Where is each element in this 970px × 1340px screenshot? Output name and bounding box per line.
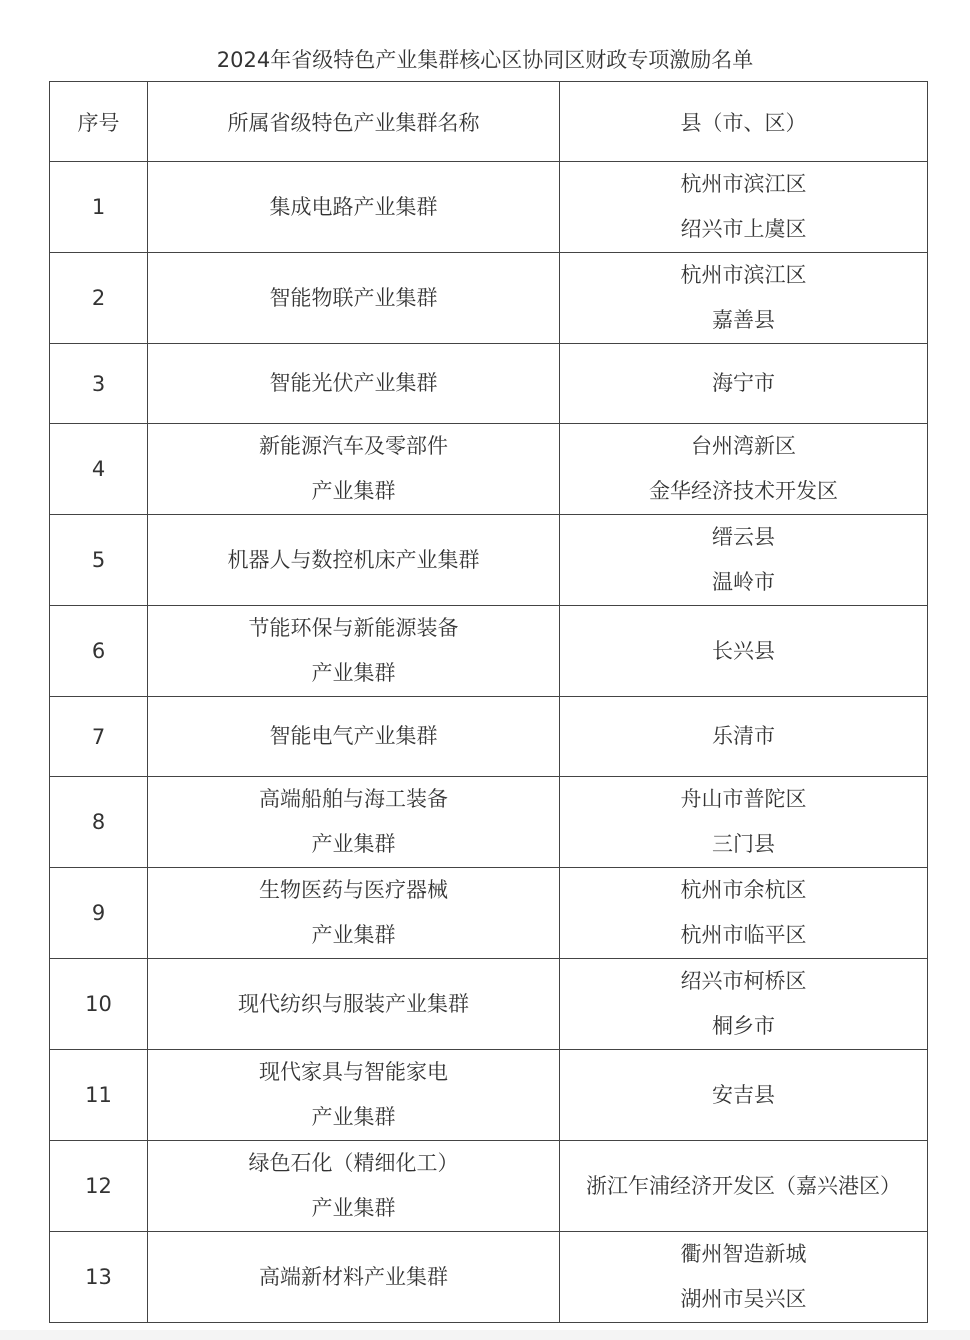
cluster-name-line: 生物医药与医疗器械 <box>259 878 448 902</box>
cluster-name-line: 高端新材料产业集群 <box>259 1264 448 1289</box>
cluster-name-cell <box>148 606 560 697</box>
serial-number-cell: 12 <box>50 1141 148 1232</box>
table-header-row <box>50 82 928 162</box>
county-cell <box>560 253 928 344</box>
cluster-name-line: 智能电气产业集群 <box>269 724 438 748</box>
county-name-line: 三门县 <box>712 832 775 856</box>
county-cell <box>560 959 928 1050</box>
serial-number-cell: 4 <box>50 424 148 515</box>
county-name-line: 桐乡市 <box>712 1014 775 1038</box>
cluster-name-cell <box>148 424 560 515</box>
serial-number-cell: 10 <box>50 959 148 1050</box>
cluster-name-cell <box>148 868 560 959</box>
county-name-line: 金华经济技术开发区 <box>649 479 838 503</box>
cluster-name-cell <box>148 515 560 606</box>
cluster-name-line: 产业集群 <box>311 479 396 503</box>
county-name-line: 安吉县 <box>712 1082 775 1107</box>
serial-number-cell: 7 <box>50 697 148 777</box>
cluster-name-line: 新能源汽车及零部件 <box>259 434 448 458</box>
county-name-line: 长兴县 <box>712 638 775 663</box>
table-row <box>50 1050 928 1141</box>
serial-number-cell: 3 <box>50 344 148 424</box>
table-row <box>50 162 928 253</box>
county-name-line: 舟山市普陀区 <box>680 787 807 811</box>
serial-number-cell: 6 <box>50 606 148 697</box>
county-name-line: 海宁市 <box>712 371 775 395</box>
county-cell <box>560 697 928 777</box>
county-name-line: 绍兴市柯桥区 <box>680 969 807 993</box>
county-name-line: 湖州市吴兴区 <box>680 1287 807 1311</box>
table-row <box>50 1141 928 1232</box>
county-cell <box>560 1141 928 1232</box>
cluster-name-line: 产业集群 <box>311 1105 396 1129</box>
header-serial-number: 序号 <box>50 82 148 162</box>
county-name-line: 温岭市 <box>712 570 775 594</box>
cluster-name-line: 产业集群 <box>311 1196 396 1220</box>
table-row <box>50 777 928 868</box>
cluster-name-line: 绿色石化（精细化工） <box>248 1151 459 1175</box>
county-cell <box>560 424 928 515</box>
serial-number-cell: 2 <box>50 253 148 344</box>
table-body <box>50 162 928 1323</box>
county-name-line: 杭州市滨江区 <box>680 172 807 196</box>
cluster-name-line: 高端船舶与海工装备 <box>259 787 448 811</box>
cluster-name-cell <box>148 697 560 777</box>
county-name-line: 衢州智造新城 <box>680 1242 807 1266</box>
cluster-name-cell <box>148 1050 560 1141</box>
county-name-line: 杭州市余杭区 <box>680 878 807 902</box>
incentive-list-table <box>49 81 928 1323</box>
county-cell <box>560 1050 928 1141</box>
cluster-name-line: 产业集群 <box>311 661 396 685</box>
table-row <box>50 344 928 424</box>
cluster-name-line: 智能物联产业集群 <box>269 285 438 310</box>
table-row <box>50 959 928 1050</box>
serial-number-cell: 5 <box>50 515 148 606</box>
table-row <box>50 868 928 959</box>
bottom-edge-strip <box>0 1330 970 1340</box>
serial-number-cell: 1 <box>50 162 148 253</box>
table-row <box>50 697 928 777</box>
county-name-line: 杭州市临平区 <box>680 923 807 947</box>
county-name-line: 乐清市 <box>712 724 775 748</box>
serial-number-cell: 9 <box>50 868 148 959</box>
serial-number-cell: 13 <box>50 1232 148 1323</box>
cluster-name-line: 智能光伏产业集群 <box>269 371 438 395</box>
cluster-name-line: 节能环保与新能源装备 <box>248 616 459 640</box>
cluster-name-cell <box>148 344 560 424</box>
county-cell <box>560 344 928 424</box>
county-cell <box>560 868 928 959</box>
cluster-name-cell <box>148 1141 560 1232</box>
document-title: 2024年省级特色产业集群核心区协同区财政专项激励名单 <box>216 48 754 72</box>
cluster-name-line: 机器人与数控机床产业集群 <box>227 547 480 572</box>
table-row <box>50 253 928 344</box>
cluster-name-cell <box>148 162 560 253</box>
serial-number-cell: 11 <box>50 1050 148 1141</box>
table-row <box>50 424 928 515</box>
county-cell <box>560 777 928 868</box>
header-county: 县（市、区） <box>560 82 928 162</box>
table-row <box>50 606 928 697</box>
county-name-line: 嘉善县 <box>712 308 775 332</box>
county-cell <box>560 515 928 606</box>
cluster-name-line: 集成电路产业集群 <box>269 194 438 219</box>
table-row <box>50 515 928 606</box>
header-cluster-name: 所属省级特色产业集群名称 <box>148 82 560 162</box>
cluster-name-cell <box>148 253 560 344</box>
cluster-name-line: 现代纺织与服装产业集群 <box>238 991 469 1016</box>
county-name-line: 台州湾新区 <box>691 434 796 458</box>
cluster-name-line: 产业集群 <box>311 832 396 856</box>
table-row <box>50 1232 928 1323</box>
county-name-line: 杭州市滨江区 <box>680 263 807 287</box>
cluster-name-cell <box>148 1232 560 1323</box>
county-cell <box>560 1232 928 1323</box>
county-cell <box>560 162 928 253</box>
county-name-line: 绍兴市上虞区 <box>680 217 807 241</box>
serial-number-cell: 8 <box>50 777 148 868</box>
cluster-name-line: 产业集群 <box>311 923 396 947</box>
cluster-name-line: 现代家具与智能家电 <box>259 1060 448 1084</box>
county-cell <box>560 606 928 697</box>
county-name-line: 缙云县 <box>712 525 775 549</box>
cluster-name-cell <box>148 959 560 1050</box>
county-name-line: 浙江乍浦经济开发区（嘉兴港区） <box>586 1173 901 1198</box>
cluster-name-cell <box>148 777 560 868</box>
